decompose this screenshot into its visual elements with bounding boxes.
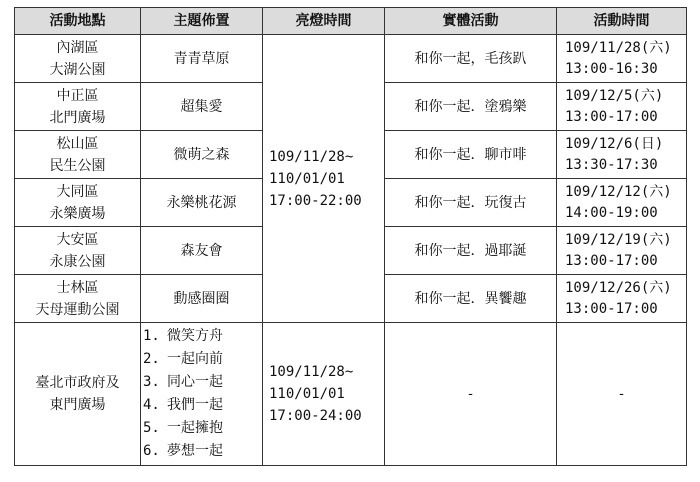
list-item [143, 394, 262, 417]
location-cell [15, 83, 141, 131]
activity-hours: 13:30-17:30 [565, 156, 658, 173]
list-item [143, 348, 262, 371]
activity-cell: 和你一起．玩復古 [385, 179, 557, 227]
activity-date: 109/12/6(日) [565, 135, 664, 152]
theme-list [141, 325, 262, 463]
theme-text: 一起擁抱 [167, 420, 223, 436]
theme-cell: 森友會 [141, 227, 263, 275]
lighting-hours: 17:00-24:00 [269, 408, 362, 424]
district-name: 大同區 [56, 183, 99, 200]
theme-text: 夢想一起 [167, 443, 223, 459]
list-item [143, 371, 262, 394]
header-lighting-time: 亮燈時間 [263, 8, 385, 35]
activity-time-cell [557, 275, 687, 323]
theme-cell: 動感圈圈 [141, 275, 263, 323]
activity-hours: 14:00-19:00 [565, 204, 658, 221]
list-number: 3. [143, 374, 160, 390]
theme-cell: 超集愛 [141, 83, 263, 131]
venue-name: 永康公園 [49, 253, 106, 270]
list-number: 2. [143, 351, 160, 367]
location-cell [15, 35, 141, 83]
header-row [15, 8, 687, 35]
lighting-end: 110/01/01 [269, 170, 345, 187]
list-number: 6. [143, 443, 160, 459]
list-item [143, 417, 262, 440]
lighting-end: 110/01/01 [269, 386, 345, 402]
activity-cell: 和你一起，毛孩趴 [385, 35, 557, 83]
venue-name: 東門廣場 [49, 397, 106, 413]
venue-name: 臺北市政府及 [35, 375, 120, 391]
theme-list-cell [141, 323, 263, 466]
activity-cell: 和你一起．塗鴉樂 [385, 83, 557, 131]
activity-date: 109/12/19(六) [565, 231, 672, 248]
activity-hours: 13:00-17:00 [565, 252, 658, 269]
activity-date: 109/12/12(六) [565, 183, 672, 200]
activity-cell: 和你一起．聊市啡 [385, 131, 557, 179]
activity-cell: - [385, 323, 557, 466]
lighting-time-cell [263, 323, 385, 466]
activity-date: 109/11/28(六) [565, 39, 672, 56]
header-location: 活動地點 [15, 8, 141, 35]
lighting-time-cell [263, 35, 385, 323]
venue-name: 民生公園 [49, 157, 106, 174]
district-name: 士林區 [56, 279, 99, 296]
activity-time-cell [557, 83, 687, 131]
header-activity: 實體活動 [385, 8, 557, 35]
theme-text: 一起向前 [167, 351, 223, 367]
activity-time-cell: - [557, 323, 687, 466]
theme-text: 我們一起 [167, 397, 223, 413]
activity-date: 109/12/26(六) [565, 279, 672, 296]
activity-time-cell [557, 35, 687, 83]
lighting-start: 109/11/28~ [269, 364, 354, 380]
header-theme: 主題佈置 [141, 8, 263, 35]
location-cell [15, 323, 141, 466]
location-cell [15, 179, 141, 227]
table-row [15, 35, 687, 83]
theme-cell: 微萌之森 [141, 131, 263, 179]
list-item [143, 440, 262, 463]
activity-time-cell [557, 179, 687, 227]
list-number: 1. [143, 328, 160, 344]
theme-text: 微笑方舟 [167, 328, 223, 344]
activity-date: 109/12/5(六) [565, 87, 664, 104]
list-item [143, 325, 262, 348]
district-name: 內湖區 [56, 39, 99, 56]
activity-hours: 13:00-17:00 [565, 108, 658, 125]
list-number: 5. [143, 420, 160, 436]
district-name: 中正區 [56, 87, 99, 104]
venue-name: 北門廣場 [49, 109, 106, 126]
lighting-hours: 17:00-22:00 [269, 192, 362, 209]
event-schedule-table [14, 7, 687, 466]
activity-time-cell [557, 227, 687, 275]
activity-cell: 和你一起．異饗趣 [385, 275, 557, 323]
header-activity-time: 活動時間 [557, 8, 687, 35]
list-number: 4. [143, 397, 160, 413]
theme-cell: 永樂桃花源 [141, 179, 263, 227]
lighting-start: 109/11/28~ [269, 148, 354, 165]
activity-hours: 13:00-16:30 [565, 60, 658, 77]
theme-text: 同心一起 [167, 374, 223, 390]
venue-name: 天母運動公園 [35, 301, 120, 318]
table-row [15, 323, 687, 466]
location-cell [15, 227, 141, 275]
district-name: 松山區 [56, 135, 99, 152]
location-cell [15, 131, 141, 179]
theme-cell: 青青草原 [141, 35, 263, 83]
venue-name: 永樂廣場 [49, 205, 106, 222]
location-cell [15, 275, 141, 323]
activity-cell: 和你一起．過耶誕 [385, 227, 557, 275]
schedule-sheet [14, 7, 687, 466]
venue-name: 大湖公園 [49, 61, 106, 78]
activity-hours: 13:00-17:00 [565, 300, 658, 317]
district-name: 大安區 [56, 231, 99, 248]
activity-time-cell [557, 131, 687, 179]
